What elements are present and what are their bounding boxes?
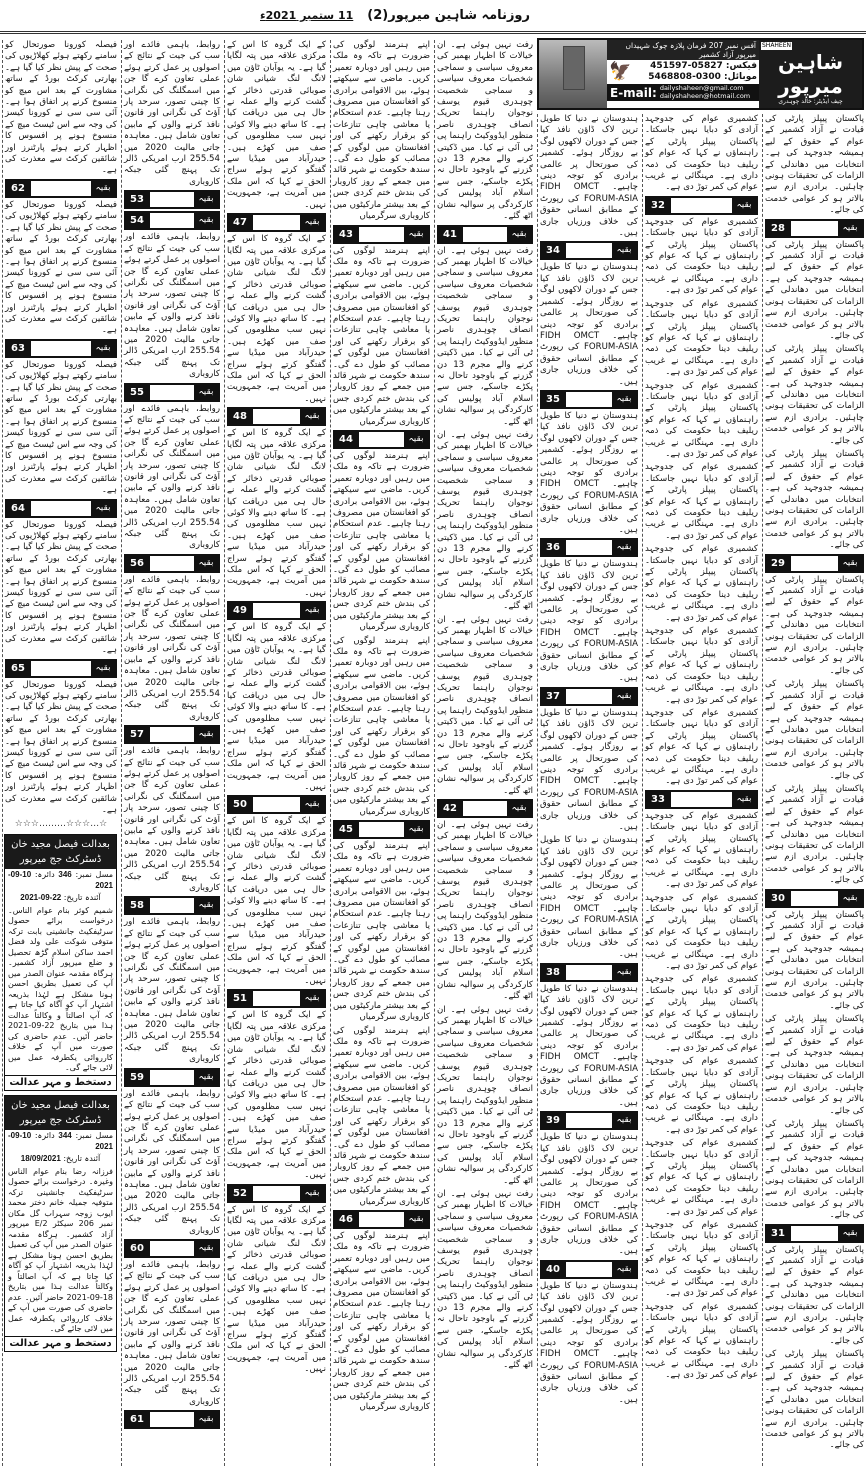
article-text: کے ایک گروہ کا اس کے مرکزی علاقہ میں پتہ لگایا گیا ہے۔ یہ یوآبان ٹاؤن میں لانگ لنگ شیانی شان صوبائی قدرتی ذخائر کے گشت کرنے والے عملہ نے حال ہی میں دریافت کیا ہے۔ کا ساتھ دینے والا کوئی نہیں سب مظلوموں کی صف میں کھڑے ہیں۔ حیدرآباد میں میڈیا سے گفتگو کرتے ہوئے سراج الحق نے کہا کہ اس ملک میں آمریت ہے، جمہوریت نہیں۔ [227,428,326,598]
continued-box [540,241,638,260]
article-text: کے ایک گروہ کا اس کے مرکزی علاقہ میں پتہ لگایا گیا ہے۔ یہ یوآبان ٹاؤن میں لانگ لنگ شیانی شان صوبائی قدرتی ذخائر کے گشت کرنے والے عملہ نے حال ہی میں دریافت کیا ہے۔ کا ساتھ دینے والا کوئی نہیں سب مظلوموں کی صف میں کھڑے ہیں۔ حیدرآباد میں میڈیا سے گفتگو کرتے ہوئے سراج الحق نے کہا کہ اس ملک میں آمریت ہے، جمہوریت نہیں۔ [227,40,326,210]
continued-box [765,1224,864,1243]
article-text: کشمیری عوام کی جدوجہد آزادی کو دبایا نہیں جاسکتا۔ پاکستان پیپلز پارٹی کے راہنماؤں نے کہا کہ عوام کو ریلیف دینا حکومت کی ذمہ داری ہے۔ مہنگائی نے غریب عوام کی کمر توڑ دی ہے۔ [645,892,758,972]
court-name: بعدالت فیصل مجید خان [11,1100,110,1112]
news-column [224,40,328,1466]
continued-label: بقیہ [194,213,218,228]
continued-box [333,225,430,244]
continued-number: 61 [126,1412,150,1427]
fax-number: فیکس: 05827-451597 [650,61,757,71]
article-text: رفت نہیں ہوئی ہے۔ ان خیالات کا اظہار بھمبر کی معروف سیاسی و سماجی شخصیات معروف سیاسی و سماجی شخصیت چوہدری قیوم یوسف نوجوان راہنما تحریک انصاف چوہدری ناصر منظور ایڈووکیٹ راہنما پی ٹی آئی نے کیا۔ میں ڈکیتی کرنے والے مجرم 13 دن گزرنے کے باوجود تاحال نہ پکڑے جاسکے، جس سے اسلام آباد پولیس کی کارکردگی پر سوالیہ نشان اٹھ گئے۔ [437,820,533,1002]
next-date [5,892,116,905]
continued-label: بقیہ [404,432,428,447]
article-text: کشمیری عوام کی جدوجہد آزادی کو دبایا نہیں جاسکتا۔ پاکستان پیپلز پارٹی کے راہنماؤں نے کہا کہ عوام کو ریلیف دینا حکومت کی ذمہ داری ہے۔ مہنگائی نے غریب عوام کی کمر توڑ دی ہے۔ [645,1219,758,1299]
continued-label: بقیہ [91,501,115,516]
article-text: ہندوستان نے دنیا کا طویل ترین لاک ڈاؤن نافذ کیا جس کے دوران لاکھوں لوگ بے روزگار ہوئے۔ کشمیر کی صورتحال پر عالمی برادری کو توجہ دینی چاہیے۔ FIDH OMCT FORUM-ASIA کی رپورٹ کے مطابق انسانی حقوق کی خلاف ورزیاں جاری ہیں۔ [540,707,638,832]
continued-label: بقیہ [838,891,862,906]
continued-box [540,687,638,706]
article-text: فیصلہ کورونا صورتحال کو سامنے رکھتے ہوئے کھلاڑیوں کی صحت کے پیش نظر کیا گیا ہے۔ بھارتی کرکٹ بورڈ کے ساتھ مشاورت کے بعد اس میچ کو منسوخ کرنے پر اتفاق ہوا ہے۔ آئی سی سی نے کورونا کیسز کی وجہ سے اس ٹیسٹ میچ کے منسوخ ہونے پر افسوس کا اظہار کرتے ہوئے پارٹنرز اور شائقین کرکٹ سے معذرت کی ہے۔ [5,679,117,815]
continued-box [124,190,220,209]
continued-number: 63 [7,341,31,356]
continued-number: 48 [229,409,253,424]
article-text: پاکستان پیپلز پارٹی کی قیادت نے آزاد کشمیر کے عوام کے حقوق کے لیے ہمیشہ جدوجہد کی ہے۔ انتخابات میں دھاندلی کے الزامات کی تحقیقات ہونی چاہئیں۔ برادری ازم سے بالاتر ہو کر عوامی خدمت کی جائے۔ [765,1244,864,1346]
news-column [2,40,119,1466]
news-column [330,40,432,1466]
judge-title: ڈسٹرکٹ جج میرپور [19,1115,102,1127]
logo-english: SHAHEEN [762,42,792,49]
continued-number: 50 [229,797,253,812]
case-info [5,1130,116,1153]
continued-box [124,383,220,402]
news-column [121,40,222,1466]
article-text: رفت نہیں ہوئی ہے۔ ان خیالات کا اظہار بھمبر کی معروف سیاسی و سماجی شخصیات معروف سیاسی و سماجی شخصیت چوہدری قیوم یوسف نوجوان راہنما تحریک انصاف چوہدری ناصر منظور ایڈووکیٹ راہنما پی ٹی آئی نے کیا۔ میں ڈکیتی کرنے والے مجرم 13 دن گزرنے کے باوجود تاحال نہ پکڑے جاسکے، جس سے اسلام آباد پولیس کی کارکردگی پر سوالیہ نشان اٹھ گئے۔ [437,430,533,612]
continued-label: بقیہ [194,192,218,207]
continued-box [124,554,220,573]
continued-label: بقیہ [300,215,324,230]
continued-label: بقیہ [732,198,756,213]
mobile-number: موبائل: 0300-5468808 [648,72,757,82]
court-notice [4,1095,117,1352]
signature-line: دستخط و مہر عدالت [5,1075,116,1091]
continued-number: 43 [335,227,359,242]
article-text: ہندوستان نے دنیا کا طویل ترین لاک ڈاؤن نافذ کیا جس کے دوران لاکھوں لوگ بے روزگار ہوئے۔ کشمیر کی صورتحال پر عالمی برادری کو توجہ دینی چاہیے۔ FIDH OMCT FORUM-ASIA کی رپورٹ کے مطابق انسانی حقوق کی خلاف ورزیاں جاری ہیں۔ [540,410,638,535]
news-column [434,40,535,1466]
article-text: فیصلہ کورونا صورتحال کو سامنے رکھتے ہوئے کھلاڑیوں کی صحت کے پیش نظر کیا گیا ہے۔ بھارتی کرکٹ بورڈ کے ساتھ مشاورت کے بعد اس میچ کو منسوخ کرنے پر اتفاق ہوا ہے۔ آئی سی سی نے کورونا کیسز کی وجہ سے اس ٹیسٹ میچ کے منسوخ ہونے پر افسوس کا اظہار کرتے ہوئے پارٹنرز اور شائقین کرکٹ سے معذرت کی ہے۔ [5,199,117,336]
continued-label: بقیہ [612,392,636,407]
article-text: پاکستان پیپلز پارٹی کی قیادت نے آزاد کشمیر کے عوام کے حقوق کے لیے ہمیشہ جدوجہد کی ہے۔ انتخابات میں دھاندلی کے الزامات کی تحقیقات ہونی چاہئیں۔ برادری ازم سے بالاتر ہو کر عوامی خدمت کی جائے۔ [765,909,864,1011]
article-text: اپنے ہنرمند لوگوں کی ضرورت ہے تاکہ وہ ملک میں رہیں اور دوبارہ تعمیر کریں۔ ماضی سے سیکھتے ہوئے، بین الاقوامی برادری کو افغانستان میں مصروف رہنا چاہیے۔ عدم استحکام یا معاشی چاہی تنازعات کو برقرار رکھنے کی اور افغانستان میں لوگوں کے مصائب کو طول دے گی۔ سندھ حکومت نے شہر قائد میں جمعے کے روز کاروبار کی بندش ختم کردی جس کے بعد بیشتر مارکیٹوں میں کاروباری سرگرمیاں [333,451,430,633]
news-column [642,114,760,1466]
article-text: روابط، باہمی فائدے اور سب کی جیت کے نتائج کے اصولوں پر عمل کرتے ہوئے عملی تعاون کرے گا جن میں اسمگلنگ کی نگرانی کا چینی تصور، سرحد پار آؤٹ کی نگرانی اور قانون نافذ کرنے والوں کے مابین تعاون شامل ہیں۔ معاہدہ جاتی مالیت 2020 میں 255.54 ارب امریکی ڈالر تک پہنچ گئی جبکہ کاروباری [124,574,220,722]
continued-box [333,1210,430,1229]
continued-label: بقیہ [300,797,324,812]
article-text: پاکستان پیپلز پارٹی کی قیادت نے آزاد کشمیر کے عوام کے حقوق کے لیے ہمیشہ جدوجہد کی ہے۔ انتخابات میں دھاندلی کے الزامات کی تحقیقات ہونی چاہئیں۔ برادری ازم سے بالاتر ہو کر عوامی خدمت کی جائے۔ [765,114,864,216]
continued-number: 51 [229,991,253,1006]
continued-number: 56 [126,556,150,571]
continued-label: بقیہ [404,822,428,837]
continued-box [765,554,864,573]
continued-box [333,430,430,449]
article-text: کشمیری عوام کی جدوجہد آزادی کو دبایا نہیں جاسکتا۔ پاکستان پیپلز پارٹی کے راہنماؤں نے کہا کہ عوام کو ریلیف دینا حکومت کی ذمہ داری ہے۔ مہنگائی نے غریب عوام کی کمر توڑ دی ہے۔ [645,298,758,378]
email-label: E-mail: [610,85,657,100]
case-filed-label: دائرہ: [34,1131,55,1141]
article-text: رفت نہیں ہوئی ہے۔ ان خیالات کا اظہار بھمبر کی معروف سیاسی و سماجی شخصیات معروف سیاسی و سماجی شخصیت چوہدری قیوم یوسف نوجوان راہنما تحریک انصاف چوہدری ناصر منظور ایڈووکیٹ راہنما پی ٹی آئی نے کیا۔ میں ڈکیتی کرنے والے مجرم 13 دن گزرنے کے باوجود تاحال نہ پکڑے جاسکے، جس سے اسلام آباد پولیس کی کارکردگی پر سوالیہ نشان اٹھ گئے۔ [437,614,533,796]
continued-box [124,1239,220,1258]
case-case-no: 344 [58,1131,72,1141]
continued-number: 64 [7,501,31,516]
continued-label: بقیہ [404,1212,428,1227]
article-text: رفت نہیں ہوئی ہے۔ ان خیالات کا اظہار بھمبر کی معروف سیاسی و سماجی شخصیات معروف سیاسی و سماجی شخصیت چوہدری قیوم یوسف نوجوان راہنما تحریک انصاف چوہدری ناصر منظور ایڈووکیٹ راہنما پی ٹی آئی نے کیا۔ میں ڈکیتی کرنے والے مجرم 13 دن گزرنے کے باوجود تاحال نہ پکڑے جاسکے، جس سے اسلام آباد پولیس کی کارکردگی پر سوالیہ نشان اٹھ گئے۔ [437,1189,533,1371]
continued-label: بقیہ [300,991,324,1006]
article-text: کے ایک گروہ کا اس کے مرکزی علاقہ میں پتہ لگایا گیا ہے۔ یہ یوآبان ٹاؤن میں لانگ لنگ شیانی شان صوبائی قدرتی ذخائر کے گشت کرنے والے عملہ نے حال ہی میں دریافت کیا ہے۔ کا ساتھ دینے والا کوئی نہیں سب مظلوموں کی صف میں کھڑے ہیں۔ حیدرآباد میں میڈیا سے گفتگو کرتے ہوئے سراج الحق نے کہا کہ اس ملک میں آمریت ہے، جمہوریت نہیں۔ [227,622,326,792]
continued-label: بقیہ [194,385,218,400]
continued-label: بقیہ [838,221,862,236]
article-text: کشمیری عوام کی جدوجہد آزادی کو دبایا نہیں جاسکتا۔ پاکستان پیپلز پارٹی کے راہنماؤں نے کہا کہ عوام کو ریلیف دینا حکومت کی ذمہ داری ہے۔ مہنگائی نے غریب عوام کی کمر توڑ دی ہے۔ [645,1056,758,1135]
monument-photo [539,40,607,108]
email-bar [607,84,759,101]
continued-label: بقیہ [612,965,636,980]
article-text: کشمیری عوام کی جدوجہد آزادی کو دبایا نہیں جاسکتا۔ پاکستان پیپلز پارٹی کے راہنماؤں نے کہا کہ عوام کو ریلیف دینا حکومت کی ذمہ داری ہے۔ مہنگائی نے غریب عوام کی کمر توڑ دی ہے۔ [645,707,758,787]
continued-label: بقیہ [838,556,862,571]
continued-number: 36 [542,540,566,555]
case-info [5,869,116,892]
case-filed: 10-09-2021 [8,870,113,890]
article-text: رفت نہیں ہوئی ہے۔ ان خیالات کا اظہار بھمبر کی معروف سیاسی و سماجی شخصیات معروف سیاسی و سماجی شخصیت چوہدری قیوم یوسف نوجوان راہنما تحریک انصاف چوہدری ناصر منظور ایڈووکیٹ راہنما پی ٹی آئی نے کیا۔ میں ڈکیتی کرنے والے مجرم 13 دن گزرنے کے باوجود تاحال نہ پکڑے جاسکے، جس سے اسلام آباد پولیس کی کارکردگی پر سوالیہ نشان اٹھ گئے۔ [437,245,533,427]
article-text: کشمیری عوام کی جدوجہد آزادی کو دبایا نہیں جاسکتا۔ پاکستان پیپلز پارٹی کے راہنماؤں نے کہا کہ عوام کو ریلیف دینا حکومت کی ذمہ داری ہے۔ مہنگائی نے غریب عوام کی کمر توڑ دی ہے۔ [645,114,758,193]
article-text: روابط، باہمی فائدے اور سب کی جیت کے نتائج کے اصولوں پر عمل کرتے ہوئے عملی تعاون کرے گا جن میں اسمگلنگ کی نگرانی کا چینی تصور، سرحد پار آؤٹ کی نگرانی اور قانون نافذ کرنے والوں کے مابین تعاون شامل ہیں۔ معاہدہ جاتی مالیت 2020 میں 255.54 ارب امریکی ڈالر تک پہنچ گئی جبکہ کاروباری [124,1088,220,1236]
continued-label: بقیہ [91,661,115,676]
continued-number: 34 [542,243,566,258]
article-text: پاکستان پیپلز پارٹی کی قیادت نے آزاد کشمیر کے عوام کے حقوق کے لیے ہمیشہ جدوجہد کی ہے۔ انتخابات میں دھاندلی کے الزامات کی تحقیقات ہونی چاہئیں۔ برادری ازم سے بالاتر ہو کر عوامی خدمت کی جائے۔ [765,239,864,341]
continued-label: بقیہ [91,341,115,356]
continued-box [5,339,117,358]
continued-box [5,179,117,198]
continued-number: 60 [126,1241,150,1256]
eagle-icon: 🦅 [609,61,632,82]
continued-box [124,211,220,230]
continued-number: 41 [439,227,463,242]
case-filed-label: دائرہ: [34,870,55,880]
continued-box [5,499,117,518]
editor-name: چیف ایڈیٹر: خالد چوہدری [778,98,843,105]
next-next: 18/09/2021 [20,1154,61,1164]
continued-box [645,196,758,215]
continued-number: 58 [126,898,150,913]
continued-box [540,1111,638,1130]
continued-box [227,795,326,814]
article-text: کشمیری عوام کی جدوجہد آزادی کو دبایا نہیں جاسکتا۔ پاکستان پیپلز پارٹی کے راہنماؤں نے کہا کہ عوام کو ریلیف دینا حکومت کی ذمہ داری ہے۔ مہنگائی نے غریب عوام کی کمر توڑ دی ہے۔ [645,462,758,541]
continued-label: بقیہ [612,540,636,555]
article-text: ہندوستان نے دنیا کا طویل ترین لاک ڈاؤن نافذ کیا جس کے دوران لاکھوں لوگ بے روزگار ہوئے۔ کشمیر کی صورتحال پر عالمی برادری کو توجہ دینی چاہیے۔ FIDH OMCT FORUM-ASIA کی رپورٹ کے مطابق انسانی حقوق کی خلاف ورزیاں جاری ہیں۔ [540,559,638,684]
continued-label: بقیہ [194,727,218,742]
continued-number: 57 [126,727,150,742]
next-next-label: آئندہ تاریخ: [63,893,101,903]
notice-body: فرزانہ رضا بنام عوام الناس وغیرہ۔ درخواست برائے حصول سرٹیفکیٹ جانشینی ترکہ متوفیہ جمیلہ خانم دختر محمد ایوب زوجہ سہراب گل مکان نمبر 206 سیکٹر E/2 میرپور آزاد کشمیر۔ ہرگاہ مقدمہ عنوان الصدر میں آپ کی تعمیل بطریق احسن ہونا مشکل ہے لہٰذا بذریعہ اشتہار آپ کو آگاہ کیا جاتا ہے کہ آپ اصالتاً و وکالتاً عدالت ہذا میں بتاریخ 18-09-2021 حاضر آئیں۔ عدم حاضری کی صورت میں آپ کے خلاف کارروائی یکطرفہ عمل میں لائی جائے گی۔ [8,1166,113,1334]
article-text: روابط، باہمی فائدے اور سب کی جیت کے نتائج کے اصولوں پر عمل کرتے ہوئے عملی تعاون کرے گا جن میں اسمگلنگ کی نگرانی کا چینی تصور، سرحد پار آؤٹ کی نگرانی اور قانون نافذ کرنے والوں کے مابین تعاون شامل ہیں۔ معاہدہ جاتی مالیت 2020 میں 255.54 ارب امریکی ڈالر تک پہنچ گئی جبکہ کاروباری [124,403,220,551]
article-text: کشمیری عوام کی جدوجہد آزادی کو دبایا نہیں جاسکتا۔ پاکستان پیپلز پارٹی کے راہنماؤں نے کہا کہ عوام کو ریلیف دینا حکومت کی ذمہ داری ہے۔ مہنگائی نے غریب عوام کی کمر توڑ دی ہے۔ [645,974,758,1053]
continued-box [540,1260,638,1279]
continued-box [227,407,326,426]
continued-number: 38 [542,965,566,980]
article-text: روابط، باہمی فائدے اور سب کی جیت کے نتائج کے اصولوں پر عمل کرتے ہوئے عملی تعاون کرے گا جن میں اسمگلنگ کی نگرانی کا چینی تصور، سرحد پار آؤٹ کی نگرانی اور قانون نافذ کرنے والوں کے مابین تعاون شامل ہیں۔ معاہدہ جاتی مالیت 2020 میں 255.54 ارب امریکی ڈالر تک پہنچ گئی جبکہ کاروباری [124,917,220,1065]
notice-body: شمیم کوثر بنام عوام الناس۔ درخواست برائے حصول سرٹیفکیٹ جانشینی بابت ترکہ متوفی شوکت علی ولد فضل احمد ساکن اسلام گڑھ تحصیل و ضلع میرپور آزاد کشمیر۔ ہرگاہ مقدمہ عنوان الصدر میں آپ کی تعمیل بطریق احسن ہونا مشکل ہے لہٰذا بذریعہ اشتہار آپ کو آگاہ کیا جاتا ہے کہ آپ اصالتاً و وکالتاً عدالت ہذا میں بتاریخ 22-09-2021 حاضر آئیں۔ عدم حاضری کی صورت میں آپ کے خلاف کارروائی یکطرفہ عمل میں لائی جائے گی۔ [8,905,113,1073]
continued-label: بقیہ [612,1113,636,1128]
article-text: اپنے ہنرمند لوگوں کی ضرورت ہے تاکہ وہ ملک میں رہیں اور دوبارہ تعمیر کریں۔ ماضی سے سیکھتے ہوئے، بین الاقوامی برادری کو افغانستان میں مصروف رہنا چاہیے۔ عدم استحکام یا معاشی چاہی تنازعات کو برقرار رکھنے کی اور افغانستان میں لوگوں کے مصائب کو طول دے گی۔ سندھ حکومت نے شہر قائد میں جمعے کے روز کاروبار کی بندش ختم کردی جس کے بعد بیشتر مارکیٹوں میں کاروباری سرگرمیاں [333,245,430,427]
case-case-no: 346 [58,870,72,880]
article-text: کشمیری عوام کی جدوجہد آزادی کو دبایا نہیں جاسکتا۔ پاکستان پیپلز پارٹی کے راہنماؤں نے کہا کہ عوام کو ریلیف دینا حکومت کی ذمہ داری ہے۔ مہنگائی نے غریب عوام کی کمر توڑ دی ہے۔ [645,810,758,890]
continued-box [5,659,117,678]
continued-box [227,989,326,1008]
article-text: فیصلہ کورونا صورتحال کو سامنے رکھتے ہوئے کھلاڑیوں کی صحت کے پیش نظر کیا گیا ہے۔ بھارتی کرکٹ بورڈ کے ساتھ مشاورت کے بعد اس میچ کو منسوخ کرنے پر اتفاق ہوا ہے۔ آئی سی سی نے کورونا کیسز کی وجہ سے اس ٹیسٹ میچ کے منسوخ ہونے پر افسوس کا اظہار کرتے ہوئے پارٹنرز اور شائقین کرکٹ سے معذرت کی ہے۔ [5,359,117,496]
next-next-label: آئندہ تاریخ: [63,1154,101,1164]
continued-number: 46 [335,1212,359,1227]
article-text: پاکستان پیپلز پارٹی کی قیادت نے آزاد کشمیر کے عوام کے حقوق کے لیے ہمیشہ جدوجہد کی ہے۔ انتخابات میں دھاندلی کے الزامات کی تحقیقات ہونی چاہئیں۔ برادری ازم سے بالاتر ہو کر عوامی خدمت کی جائے۔ [765,1349,864,1451]
continued-label: بقیہ [404,227,428,242]
continued-number: 49 [229,603,253,618]
continued-box [124,1410,220,1429]
next-next: 22-09-2021 [20,893,62,903]
continued-label: بقیہ [300,603,324,618]
logo [759,40,862,108]
court-heading [5,1096,116,1130]
continued-label: بقیہ [612,689,636,704]
continued-label: بقیہ [612,1262,636,1277]
continued-box [124,725,220,744]
page-header [0,0,866,34]
article-text: اپنے ہنرمند لوگوں کی ضرورت ہے تاکہ وہ ملک میں رہیں اور دوبارہ تعمیر کریں۔ ماضی سے سیکھتے ہوئے، بین الاقوامی برادری کو افغانستان میں مصروف رہنا چاہیے۔ عدم استحکام یا معاشی چاہی تنازعات کو برقرار رکھنے کی اور افغانستان میں لوگوں کے مصائب کو طول دے گی۔ سندھ حکومت نے شہر قائد میں جمعے کے روز کاروبار کی بندش ختم کردی جس کے بعد بیشتر مارکیٹوں میں کاروباری سرگرمیاں [333,635,430,817]
continued-label: بقیہ [194,1241,218,1256]
article-text: کشمیری عوام کی جدوجہد آزادی کو دبایا نہیں جاسکتا۔ پاکستان پیپلز پارٹی کے راہنماؤں نے کہا کہ عوام کو ریلیف دینا حکومت کی ذمہ داری ہے۔ مہنگائی نے غریب عوام کی کمر توڑ دی ہے۔ [645,1138,758,1217]
article-text: کے ایک گروہ کا اس کے مرکزی علاقہ میں پتہ لگایا گیا ہے۔ یہ یوآبان ٹاؤن میں لانگ لنگ شیانی شان صوبائی قدرتی ذخائر کے گشت کرنے والے عملہ نے حال ہی میں دریافت کیا ہے۔ کا ساتھ دینے والا کوئی نہیں سب مظلوموں کی صف میں کھڑے ہیں۔ حیدرآباد میں میڈیا سے گفتگو کرتے ہوئے سراج الحق نے کہا کہ اس ملک میں آمریت ہے، جمہوریت نہیں۔ [227,1010,326,1181]
article-text: کشمیری عوام کی جدوجہد آزادی کو دبایا نہیں جاسکتا۔ پاکستان پیپلز پارٹی کے راہنماؤں نے کہا کہ عوام کو ریلیف دینا حکومت کی ذمہ داری ہے۔ مہنگائی نے غریب عوام کی کمر توڑ دی ہے۔ [645,216,758,296]
continued-number: 59 [126,1070,150,1085]
news-column [537,114,640,1466]
continued-number: 47 [229,215,253,230]
continued-number: 53 [126,192,150,207]
article-text: ہندوستان نے دنیا کا طویل ترین لاک ڈاؤن نافذ کیا جس کے دوران لاکھوں لوگ بے روزگار ہوئے۔ کشمیر کی صورتحال پر عالمی برادری کو توجہ دینی چاہیے۔ FIDH OMCT FORUM-ASIA کی رپورٹ کے مطابق انسانی حقوق کی خلاف ورزیاں جاری ہیں۔ [540,114,638,239]
continued-box [227,601,326,620]
continued-number: 37 [542,689,566,704]
paper-name: روزنامہ شاہین میرپور(2) [367,8,530,23]
continued-number: 55 [126,385,150,400]
article-text: روابط، باہمی فائدے اور سب کی جیت کے نتائج کے اصولوں پر عمل کرتے ہوئے عملی تعاون کرے گا جن میں اسمگلنگ کی نگرانی کا چینی تصور، سرحد پار آؤٹ کی نگرانی اور قانون نافذ کرنے والوں کے مابین تعاون شامل ہیں۔ معاہدہ جاتی مالیت 2020 میں 255.54 ارب امریکی ڈالر تک پہنچ گئی جبکہ کاروباری [124,40,220,187]
continued-label: بقیہ [194,1070,218,1085]
continued-label: بقیہ [91,181,115,196]
continued-label: بقیہ [732,792,756,807]
office-address: آفس نمبر 207 فرمان پلازہ چوک شہیداں میرپور آزاد کشمیر [607,40,759,60]
next-date [5,1153,116,1166]
article-text: ہندوستان نے دنیا کا طویل ترین لاک ڈاؤن نافذ کیا جس کے دوران لاکھوں لوگ بے روزگار ہوئے۔ کشمیر کی صورتحال پر عالمی برادری کو توجہ دینی چاہیے۔ FIDH OMCT FORUM-ASIA کی رپورٹ کے مطابق انسانی حقوق کی خلاف ورزیاں جاری ہیں۔ [540,983,638,1108]
continued-label: بقیہ [612,243,636,258]
continued-number: 33 [647,792,671,807]
judge-title: ڈسٹرکٹ جج میرپور [19,854,102,866]
case-case-label: مسل نمبر: [75,870,113,880]
continued-box [333,820,430,839]
article-text: پاکستان پیپلز پارٹی کی قیادت نے آزاد کشمیر کے عوام کے حقوق کے لیے ہمیشہ جدوجہد کی ہے۔ انتخابات میں دھاندلی کے الزامات کی تحقیقات ہونی چاہئیں۔ برادری ازم سے بالاتر ہو کر عوامی خدمت کی جائے۔ [765,344,864,446]
article-text: پاکستان پیپلز پارٹی کی قیادت نے آزاد کشمیر کے عوام کے حقوق کے لیے ہمیشہ جدوجہد کی ہے۔ انتخابات میں دھاندلی کے الزامات کی تحقیقات ہونی چاہئیں۔ برادری ازم سے بالاتر ہو کر عوامی خدمت کی جائے۔ [765,574,864,676]
article-text: ہندوستان نے دنیا کا طویل ترین لاک ڈاؤن نافذ کیا جس کے دوران لاکھوں لوگ بے روزگار ہوئے۔ کشمیر کی صورتحال پر عالمی برادری کو توجہ دینی چاہیے۔ FIDH OMCT FORUM-ASIA کی رپورٹ کے مطابق انسانی حقوق کی خلاف ورزیاں جاری ہیں۔ [540,1132,638,1257]
continued-number: 54 [126,213,150,228]
article-text: اپنے ہنرمند لوگوں کی ضرورت ہے تاکہ وہ ملک میں رہیں اور دوبارہ تعمیر کریں۔ ماضی سے سیکھتے ہوئے، بین الاقوامی برادری کو افغانستان میں مصروف رہنا چاہیے۔ عدم استحکام یا معاشی چاہی تنازعات کو برقرار رکھنے کی اور افغانستان میں لوگوں کے مصائب کو طول دے گی۔ سندھ حکومت نے شہر قائد میں جمعے کے روز کاروبار کی بندش ختم کردی جس کے بعد بیشتر مارکیٹوں میں کاروباری سرگرمیاں [333,841,430,1023]
continued-box [540,538,638,557]
article-text: کشمیری عوام کی جدوجہد آزادی کو دبایا نہیں جاسکتا۔ پاکستان پیپلز پارٹی کے راہنماؤں نے کہا کہ عوام کو ریلیف دینا حکومت کی ذمہ داری ہے۔ مہنگائی نے غریب عوام کی کمر توڑ دی ہے۔ [645,544,758,623]
continued-number: 29 [767,556,791,571]
article-text: کشمیری عوام کی جدوجہد آزادی کو دبایا نہیں جاسکتا۔ پاکستان پیپلز پارٹی کے راہنماؤں نے کہا کہ عوام کو ریلیف دینا حکومت کی ذمہ داری ہے۔ مہنگائی نے غریب عوام کی کمر توڑ دی ہے۔ [645,1301,758,1381]
article-text: ہندوستان نے دنیا کا طویل ترین لاک ڈاؤن نافذ کیا جس کے دوران لاکھوں لوگ بے روزگار ہوئے۔ کشمیر کی صورتحال پر عالمی برادری کو توجہ دینی چاہیے۔ FIDH OMCT FORUM-ASIA کی رپورٹ کے مطابق انسانی حقوق کی خلاف ورزیاں جاری ہیں۔ [540,1280,638,1405]
continued-number: 42 [439,801,463,816]
article-text: پاکستان پیپلز پارٹی کی قیادت نے آزاد کشمیر کے عوام کے حقوق کے لیے ہمیشہ جدوجہد کی ہے۔ انتخابات میں دھاندلی کے الزامات کی تحقیقات ہونی چاہئیں۔ برادری ازم سے بالاتر ہو کر عوامی خدمت کی جائے۔ [765,1118,864,1221]
masthead [537,38,864,110]
article-text: کے ایک گروہ کا اس کے مرکزی علاقہ میں پتہ لگایا گیا ہے۔ یہ یوآبان ٹاؤن میں لانگ لنگ شیانی شان صوبائی قدرتی ذخائر کے گشت کرنے والے عملہ نے حال ہی میں دریافت کیا ہے۔ کا ساتھ دینے والا کوئی نہیں سب مظلوموں کی صف میں کھڑے ہیں۔ حیدرآباد میں میڈیا سے گفتگو کرتے ہوئے سراج الحق نے کہا کہ اس ملک میں آمریت ہے، جمہوریت نہیں۔ [227,234,326,404]
continued-label: بقیہ [300,1186,324,1201]
court-heading [5,835,116,869]
article-text: کشمیری عوام کی جدوجہد آزادی کو دبایا نہیں جاسکتا۔ پاکستان پیپلز پارٹی کے راہنماؤں نے کہا کہ عوام کو ریلیف دینا حکومت کی ذمہ داری ہے۔ مہنگائی نے غریب عوام کی کمر توڑ دی ہے۔ [645,626,758,705]
article-text: ہندوستان نے دنیا کا طویل ترین لاک ڈاؤن نافذ کیا جس کے دوران لاکھوں لوگ بے روزگار ہوئے۔ کشمیر کی صورتحال پر عالمی برادری کو توجہ دینی چاہیے۔ FIDH OMCT FORUM-ASIA کی رپورٹ کے مطابق انسانی حقوق کی خلاف ورزیاں جاری ہیں۔ [540,835,638,960]
article-text: فیصلہ کورونا صورتحال کو سامنے رکھتے ہوئے کھلاڑیوں کی صحت کے پیش نظر کیا گیا ہے۔ بھارتی کرکٹ بورڈ کے ساتھ مشاورت کے بعد اس میچ کو منسوخ کرنے پر اتفاق ہوا ہے۔ آئی سی سی نے کورونا کیسز کی وجہ سے اس ٹیسٹ میچ کے منسوخ ہونے پر افسوس کا اظہار کرتے ہوئے پارٹنرز اور شائقین کرکٹ سے معذرت کی ہے۔ [5,519,117,656]
continued-label: بقیہ [194,1412,218,1427]
logo-urdu: شاہین میرپور [777,50,844,98]
article-text: اپنے ہنرمند لوگوں کی ضرورت ہے تاکہ وہ ملک میں رہیں اور دوبارہ تعمیر کریں۔ ماضی سے سیکھتے ہوئے، بین الاقوامی برادری کو افغانستان میں مصروف رہنا چاہیے۔ عدم استحکام یا معاشی چاہی تنازعات کو برقرار رکھنے کی اور افغانستان میں لوگوں کے مصائب کو طول دے گی۔ سندھ حکومت نے شہر قائد میں جمعے کے روز کاروبار کی بندش ختم کردی جس کے بعد بیشتر مارکیٹوں میں کاروباری سرگرمیاں [333,1025,430,1207]
continued-box [765,219,864,238]
case-filed: 10-09-2021 [8,1131,113,1151]
continued-box [645,790,758,809]
continued-number: 39 [542,1113,566,1128]
continued-number: 35 [542,392,566,407]
continued-box [124,1068,220,1087]
continued-box [437,225,533,244]
contact-panel [607,40,759,108]
article-text: روابط، باہمی فائدے اور سب کی جیت کے نتائج کے اصولوں پر عمل کرتے ہوئے عملی تعاون کرے گا جن میں اسمگلنگ کی نگرانی کا چینی تصور، سرحد پار آؤٹ کی نگرانی اور قانون نافذ کرنے والوں کے مابین تعاون شامل ہیں۔ معاہدہ جاتی مالیت 2020 میں 255.54 ارب امریکی ڈالر تک پہنچ گئی جبکہ کاروباری [124,746,220,893]
continued-number: 52 [229,1186,253,1201]
article-text: رفت نہیں ہوئی ہے۔ ان خیالات کا اظہار بھمبر کی معروف سیاسی و سماجی شخصیات معروف سیاسی و سماجی شخصیت چوہدری قیوم یوسف نوجوان راہنما تحریک انصاف چوہدری ناصر منظور ایڈووکیٹ راہنما پی ٹی آئی نے کیا۔ میں ڈکیتی کرنے والے مجرم 13 دن گزرنے کے باوجود تاحال نہ پکڑے جاسکے، جس سے اسلام آباد پولیس کی کارکردگی پر سوالیہ نشان اٹھ گئے۔ [437,40,533,222]
issue-date: 11 ستمبر 2021ء [260,9,354,22]
article-text: کشمیری عوام کی جدوجہد آزادی کو دبایا نہیں جاسکتا۔ پاکستان پیپلز پارٹی کے راہنماؤں نے کہا کہ عوام کو ریلیف دینا حکومت کی ذمہ داری ہے۔ مہنگائی نے غریب عوام کی کمر توڑ دی ہے۔ [645,380,758,459]
continued-label: بقیہ [507,227,531,242]
article-text: پاکستان پیپلز پارٹی کی قیادت نے آزاد کشمیر کے عوام کے حقوق کے لیے ہمیشہ جدوجہد کی ہے۔ انتخابات میں دھاندلی کے الزامات کی تحقیقات ہونی چاہئیں۔ برادری ازم سے بالاتر ہو کر عوامی خدمت کی جائے۔ [765,1014,864,1116]
continued-number: 45 [335,822,359,837]
continued-label: بقیہ [507,801,531,816]
continued-number: 62 [7,181,31,196]
continued-label: بقیہ [194,898,218,913]
continued-box [227,213,326,232]
article-text: پاکستان پیپلز پارٹی کی قیادت نے آزاد کشمیر کے عوام کے حقوق کے لیے ہمیشہ جدوجہد کی ہے۔ انتخابات میں دھاندلی کے الزامات کی تحقیقات ہونی چاہئیں۔ برادری ازم سے بالاتر ہو کر عوامی خدمت کی جائے۔ [765,679,864,781]
article-text: اپنے ہنرمند لوگوں کی ضرورت ہے تاکہ وہ ملک میں رہیں اور دوبارہ تعمیر کریں۔ ماضی سے سیکھتے ہوئے، بین الاقوامی برادری کو افغانستان میں مصروف رہنا چاہیے۔ عدم استحکام یا معاشی چاہی تنازعات کو برقرار رکھنے کی اور افغانستان میں لوگوں کے مصائب کو طول دے گی۔ سندھ حکومت نے شہر قائد میں جمعے کے روز کاروبار کی بندش ختم کردی جس کے بعد بیشتر مارکیٹوں میں کاروباری سرگرمیاں [333,1231,430,1413]
email-gmail: dailyshaheen@gmail.com [659,84,744,92]
court-name: بعدالت فیصل مجید خان [11,839,110,851]
continued-label: بقیہ [300,409,324,424]
continued-number: 28 [767,221,791,236]
article-text: رفت نہیں ہوئی ہے۔ ان خیالات کا اظہار بھمبر کی معروف سیاسی و سماجی شخصیات معروف سیاسی و سماجی شخصیت چوہدری قیوم یوسف نوجوان راہنما تحریک انصاف چوہدری ناصر منظور ایڈووکیٹ راہنما پی ٹی آئی نے کیا۔ میں ڈکیتی کرنے والے مجرم 13 دن گزرنے کے باوجود تاحال نہ پکڑے جاسکے، جس سے اسلام آباد پولیس کی کارکردگی پر سوالیہ نشان اٹھ گئے۔ [437,1004,533,1186]
continued-number: 31 [767,1226,791,1241]
article-text: فیصلہ کورونا صورتحال کو سامنے رکھتے ہوئے کھلاڑیوں کی صحت کے پیش نظر کیا گیا ہے۔ بھارتی کرکٹ بورڈ کے ساتھ مشاورت کے بعد اس میچ کو منسوخ کرنے پر اتفاق ہوا ہے۔ آئی سی سی نے کورونا کیسز کی وجہ سے اس ٹیسٹ میچ کے منسوخ ہونے پر افسوس کا اظہار کرتے ہوئے پارٹنرز اور شائقین کرکٹ سے معذرت کی ہے۔ [5,40,117,176]
court-notice [4,834,117,1091]
continued-box [227,1184,326,1203]
article-text: پاکستان پیپلز پارٹی کی قیادت نے آزاد کشمیر کے عوام کے حقوق کے لیے ہمیشہ جدوجہد کی ہے۔ انتخابات میں دھاندلی کے الزامات کی تحقیقات ہونی چاہئیں۔ برادری ازم سے بالاتر ہو کر عوامی خدمت کی جائے۔ [765,783,864,886]
continued-number: 65 [7,661,31,676]
continued-box [540,390,638,409]
continued-box [124,896,220,915]
continued-label: بقیہ [838,1226,862,1241]
continued-number: 44 [335,432,359,447]
continued-label: بقیہ [194,556,218,571]
article-text: کے ایک گروہ کا اس کے مرکزی علاقہ میں پتہ لگایا گیا ہے۔ یہ یوآبان ٹاؤن میں لانگ لنگ شیانی شان صوبائی قدرتی ذخائر کے گشت کرنے والے عملہ نے حال ہی میں دریافت کیا ہے۔ کا ساتھ دینے والا کوئی نہیں سب مظلوموں کی صف میں کھڑے ہیں۔ حیدرآباد میں میڈیا سے گفتگو کرتے ہوئے سراج الحق نے کہا کہ اس ملک میں آمریت ہے، جمہوریت نہیں۔ [227,1204,326,1375]
continued-number: 40 [542,1262,566,1277]
continued-number: 30 [767,891,791,906]
signature-line: دستخط و مہر عدالت [5,1336,116,1352]
case-case-label: مسل نمبر: [75,1131,113,1141]
article-text: ہندوستان نے دنیا کا طویل ترین لاک ڈاؤن نافذ کیا جس کے دوران لاکھوں لوگ بے روزگار ہوئے۔ کشمیر کی صورتحال پر عالمی برادری کو توجہ دینی چاہیے۔ FIDH OMCT FORUM-ASIA کی رپورٹ کے مطابق انسانی حقوق کی خلاف ورزیاں جاری ہیں۔ [540,262,638,387]
article-text: روابط، باہمی فائدے اور سب کی جیت کے نتائج کے اصولوں پر عمل کرتے ہوئے عملی تعاون کرے گا جن میں اسمگلنگ کی نگرانی کا چینی تصور، سرحد پار آؤٹ کی نگرانی اور قانون نافذ کرنے والوں کے مابین تعاون شامل ہیں۔ معاہدہ جاتی مالیت 2020 میں 255.54 ارب امریکی ڈالر تک پہنچ گئی جبکہ کاروباری [124,232,220,380]
news-column [762,114,866,1466]
article-text: پاکستان پیپلز پارٹی کی قیادت نے آزاد کشمیر کے عوام کے حقوق کے لیے ہمیشہ جدوجہد کی ہے۔ انتخابات میں دھاندلی کے الزامات کی تحقیقات ہونی چاہئیں۔ برادری ازم سے بالاتر ہو کر عوامی خدمت کی جائے۔ [765,448,864,551]
continued-number: 32 [647,198,671,213]
continued-box [437,799,533,818]
article-text: اپنے ہنرمند لوگوں کی ضرورت ہے تاکہ وہ ملک میں رہیں اور دوبارہ تعمیر کریں۔ ماضی سے سیکھتے ہوئے، بین الاقوامی برادری کو افغانستان میں مصروف رہنا چاہیے۔ عدم استحکام یا معاشی چاہی تنازعات کو برقرار رکھنے کی اور افغانستان میں لوگوں کے مصائب کو طول دے گی۔ سندھ حکومت نے شہر قائد میں جمعے کے روز کاروبار کی بندش ختم کردی جس کے بعد بیشتر مارکیٹوں میں کاروباری سرگرمیاں [333,40,430,222]
article-text: روابط، باہمی فائدے اور سب کی جیت کے نتائج کے اصولوں پر عمل کرتے ہوئے عملی تعاون کرے گا جن میں اسمگلنگ کی نگرانی کا چینی تصور، سرحد پار آؤٹ کی نگرانی اور قانون نافذ کرنے والوں کے مابین تعاون شامل ہیں۔ معاہدہ جاتی مالیت 2020 میں 255.54 ارب امریکی ڈالر تک پہنچ گئی جبکہ کاروباری [124,1259,220,1407]
email-hotmail: dailyshaheen@hotmail.com [659,91,751,100]
continued-box [540,963,638,982]
article-text: کے ایک گروہ کا اس کے مرکزی علاقہ میں پتہ لگایا گیا ہے۔ یہ یوآبان ٹاؤن میں لانگ لنگ شیانی شان صوبائی قدرتی ذخائر کے گشت کرنے والے عملہ نے حال ہی میں دریافت کیا ہے۔ کا ساتھ دینے والا کوئی نہیں سب مظلوموں کی صف میں کھڑے ہیں۔ حیدرآباد میں میڈیا سے گفتگو کرتے ہوئے سراج الحق نے کہا کہ اس ملک میں آمریت ہے، جمہوریت نہیں۔ [227,816,326,987]
separator-stars: ☆…☆☆☆………☆☆☆ [14,819,108,830]
continued-box [765,889,864,908]
